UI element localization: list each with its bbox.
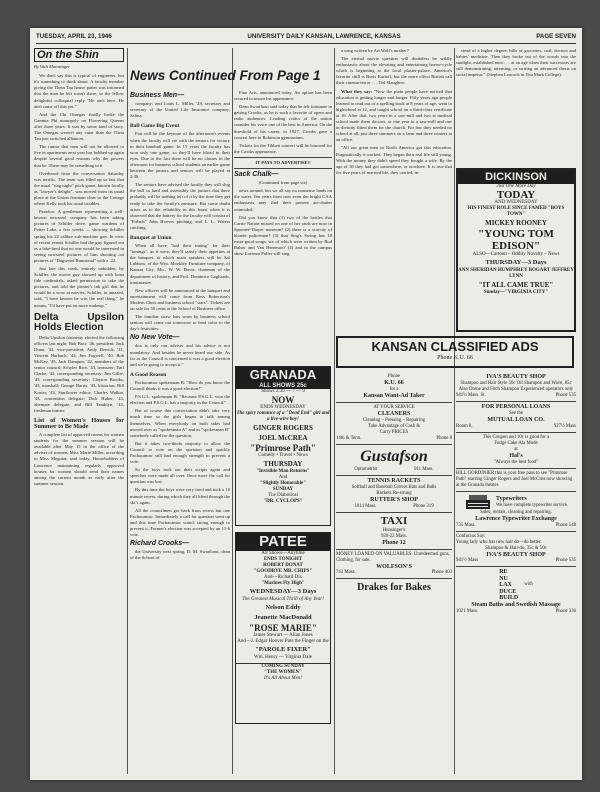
newspaper-page (30, 28, 582, 780)
ad-line: Softball and Baseball Gloves Bats and Balls (351, 485, 437, 490)
ad-line: MUTUAL LOAN CO. (487, 417, 545, 423)
ad-line: Cleaning – Pressing – Repairing (362, 418, 426, 423)
ad-line: CLEANERS (377, 411, 411, 417)
paragraph: Did you know that (1) two of the bottles that Carrie Nation missed on one of her raids are now in Spooner-Thayer museum? (2) there is a scarcity of blonde policemen? (3) that Sing's Swing has 10 extra-good songs, six of which were written by Bud Balser and Van Hereeson? (4) and in the campus show Lorenzo Fuller will sing (234, 214, 332, 257)
ad-taxi-title: TAXI (380, 515, 408, 527)
ad-line: for a (389, 387, 399, 392)
ad-steam-baths (456, 567, 576, 617)
paragraph: news around, but we all say no nonsense lands on the water. Ten years from now even the bright CAA enthusiasts may find their present air-chatter outmoded. (234, 188, 332, 212)
ad-gustafson (336, 445, 452, 476)
dickinson-film: "IT ALL CAME TRUE" (478, 281, 554, 289)
paragraph: The eternal movie question will doubtless be wildly enthusiastic about the elevating and entertaining horror-cycle which is beginning at the local plaster-palace. America's favorite chill is Boris Karloff, but the more effect British call their cinema-terror . . . Ted Slaughter. (336, 56, 452, 86)
patee-star: Jeanette MacDonald (254, 614, 312, 621)
dickinson-thurs: THURSDAY—3 Days (485, 259, 547, 266)
paragraph: Delta Upsilon fraternity elected the following officers last night: Bob Bacr, '46, president; Jack Dunn, '42, vice-president; Andy Derrick, '41, Vincent Harbach, '43, Jim Fogwell, '40, Bob McKay, '45, Jack Danquin, '42, members of the senior council; Schyler Rice, '43, treasurer; Earl Clarke, '42, corresponding secretary; Jim Gillie, '43, corresponding secretary; Clayton Brooks, '43, marshall; George Harris, '43, historian; Bill Koster, '43, Sunflower editor; Charles Walker, '43, convention delegate; Dick Huber, '43, alternate delegate, and Bill Tamblyn, '43, freshman trainer. (34, 334, 124, 413)
ad-line: Phone 8 (436, 436, 452, 441)
paragraph: But it takes two-thirds majority to allow the Council to vote on the question and quickly Pachacamac still had enough strength to prevent a vote. (130, 440, 230, 465)
dickinson-finest: HIS FINEST ROLE SINCE FAMED "BOYS TOWN" (467, 206, 565, 217)
granada-day: THURSDAY (263, 460, 303, 468)
ad-line: Young lady who has new hair do—do better. (456, 540, 542, 545)
ad-phone (336, 372, 452, 403)
ad-line: Phone 12 (382, 540, 406, 546)
ad-line: IVA'S BEAUTY SHOP (486, 552, 546, 558)
ad-gustafson-logo: Gustafson (360, 448, 428, 465)
paragraph: A complete list of approved rooms for women students for the summer session will be available after May 15 in the office of the adviser of women, Miss Marie Miller, according to Miss Meguiar, said today. Householders of Lawrence maintaining regularly approved houses for women should send their names among the current month as early after the summer session. (34, 432, 124, 486)
patee-cast: Wm. Henry — Virginia Dale (254, 655, 312, 660)
column-rule (334, 48, 335, 774)
paragraph: Paradox: A gentleman representing a well-known newsreel company has been taking pictures of Schiller drive, game wardens of Potter Lake, a few weeks — showing Schiller spring his 22 calibre sub-machine gun. In view of recent events Schiller had the guy figured out as a lake-bred that no one would be interested in seeing newsreel pictures of him shooting cut pictures of "Dagwood Bumstead" with a .22. (34, 209, 124, 263)
dickinson-film: "YOUNG TOM EDISON" (478, 228, 554, 252)
ad-line: See the (509, 411, 523, 416)
column-three (234, 90, 332, 360)
dickinson-cast: ANN SHERIDAN HUMPHREY BOGART JEFFREY LYNN (458, 268, 574, 279)
ad-line: Lawrence Typewriter Exchange (475, 516, 557, 522)
column-news-continued (130, 90, 230, 774)
ad-line: Phone 535 (555, 558, 576, 563)
granada-times: Shows 2:30 — 7 — 9 (261, 389, 305, 394)
ad-cleaners (336, 403, 452, 445)
ad-line: Kansan Want-Ad Taker (363, 393, 425, 399)
ad-line: Shampoo and Hair Style 50c Oil Shampoo and Wave, 85c Also Drene and Fitch Shampoo Experienced operators only (458, 381, 574, 392)
kicker: Banquet at Union (130, 234, 172, 241)
paragraph: Overheard from the conversation Saturday was terrific. The team was filled up so fast that the usual "stag night" pitch game, known locally as "lawyer's delight", was moved from its usual place at the Union fountain clear to the Cottage where Kelly took his usual troubles. (34, 170, 124, 207)
paragraph: a song written by Art Wolf's mother? (341, 48, 409, 53)
paragraph: New officers will be announced at the banquet and entertainment will come from Ross Robertson's Modern Choir and business school "stars". Tickets are on sale for 50 cents at the School of Business office. (130, 287, 230, 311)
ad-line: Typewriters (495, 495, 527, 502)
ad-line: 941½ Mass (456, 558, 479, 563)
ad-line: "Always the best food" (493, 460, 539, 465)
paragraph (336, 89, 452, 144)
ad-line: Phone 336 (555, 608, 576, 614)
paragraph: Pachacamac spokesman B: "How do you know the Council thinks it was a good election?" (130, 379, 230, 392)
classified-phone: Phone K.U. 66 (437, 355, 473, 361)
header-date: TUESDAY, APRIL 23, 1946 (36, 33, 112, 40)
patee-ends: ENDS TONIGHT (263, 557, 303, 562)
ad-line: 920-22 Mass. (380, 534, 408, 539)
paragraph: And the Chi Omegas finally broke the Gamma Phi monopoly on Flowering Queens after three years. It was by some kind of story. The Omegas weren't any cuter than the Theta Tau just switched alliances. (34, 111, 124, 142)
ad-line: at (514, 447, 518, 452)
ad-line: Carry PRICES (379, 430, 409, 435)
paragraph: The seniors have advised the faculty they will slug the ball so hard and ostensibly the juniors that there probably will be nothing left of it by the time they get ready to take the faculty's measure. But some doubt arises as to the reliability in this boast when it is observed that the battery for the faculty will consist of "Firbals" John Hoover pitching, and L. L. Waters catching. (130, 182, 230, 230)
granada-ad (235, 366, 331, 526)
column-rule (454, 48, 455, 774)
ad-line: Shampoo & Hair-do, 35c & 50c (485, 546, 547, 551)
ad-line: FOR PERSONAL LOANS (481, 404, 551, 410)
patee-ad (235, 532, 331, 724)
patee-star: ROBERT DONAT (263, 563, 303, 568)
column-rule (232, 48, 233, 774)
ad-line: Optometrist (354, 467, 378, 472)
granada-name: GRANADA (236, 367, 330, 383)
ad-taxi (336, 513, 452, 550)
ad-line: 735 Mass. (456, 523, 476, 528)
classified-column-right (456, 372, 576, 774)
patee-film: "Marines Fly High" (261, 581, 305, 586)
patee-parole: "PAROLE FIXER" (255, 646, 311, 653)
header-paper: UNIVERSITY DAILY KANSAN, LAWRENCE, KANSAS (247, 33, 401, 40)
dickinson-star: MICKEY ROONEY (485, 219, 547, 227)
byline: By Walt Mainzinger (34, 64, 70, 70)
continued-note: (Continued from page six) (258, 180, 308, 186)
headline: List of Women's Houses for Summer to Be Made (34, 416, 124, 430)
ad-line: 1021 Mass. (456, 608, 479, 614)
dickinson-ad (456, 168, 576, 332)
ad-line: 1014 Mass. (354, 504, 377, 509)
kicker: What they say: (341, 88, 374, 94)
ad-line: Fudge Cake Ala Mode (494, 441, 538, 446)
ad-typewriters (456, 492, 576, 532)
patee-cast: James Stewart — Allan Jones (253, 633, 313, 638)
granada-shows: ALL SHOWS 25c (236, 383, 330, 389)
ad-line: 14th & Tenn. (336, 436, 362, 441)
dickinson-sunday: Sunday—"VIRGINIA CITY" (483, 290, 549, 295)
granada-ends: ENDS WEDNESDAY (260, 405, 306, 410)
column-rule (127, 48, 128, 774)
ad-line: Steam Baths and Swedish Massage (471, 601, 561, 608)
granada-sunday: SUNDAY (272, 487, 294, 492)
ad-line: 927½ Mass (553, 424, 576, 429)
subhead: No New Vote— (130, 334, 180, 342)
paragraph: By this time the boys were very tired and took a 10 minute recess, during which they all lifted through the ski’s again. (130, 487, 230, 505)
patee-film: "GOODBYE MR. CHIPS" (253, 569, 313, 574)
ad-line: Phone 548 (555, 523, 576, 528)
column-title: On the Shin (34, 48, 124, 62)
ad-line: Hunsinger's (382, 528, 406, 533)
paragraph: the University next spring, D. M. Swarthout, dean of the School of (130, 549, 230, 561)
column-four (336, 48, 452, 332)
column-on-the-shin (34, 48, 124, 774)
ad-line: Phone (388, 374, 400, 379)
kicker: A Good Reason (130, 371, 167, 378)
dickinson-name: DICKINSON (458, 170, 574, 184)
patee-rose: "ROSE MARIE" (249, 623, 317, 633)
ad-line: Rackets Re-strung (376, 491, 412, 496)
granada-feature: "Invisible Man Returns" (256, 469, 310, 474)
ad-line: TENNIS RACKETS (367, 478, 421, 484)
dickinson-also: ALSO—Cartoon – Oddity Novelty – News (472, 252, 560, 257)
paragraph: Fun will be the keynote of the afternoon's events when the faculty will vie with the seniors for victory in their baseball game. In 15 years the faculty has won only one game, so they'll have blood in their eyes. Due to the fact there will be no classes in the afternoon for business school students an earlier game between the juniors and seniors will be played at 2:30. (130, 131, 230, 180)
kicker: Ball Game Big Event (130, 123, 180, 130)
granada-title: "Primrose Path" (250, 443, 316, 453)
ad-line: Sales, rentals, cleaning and repairing. (480, 510, 552, 515)
paragraph: The familiar straw hats worn by business school seniors will come out tomorrow to lend color to the day's festivities. (130, 314, 230, 332)
ad-line: 941½ Mass. St. (456, 393, 486, 398)
ad-line: LAX (499, 582, 512, 588)
granada-feature: "Slightly Honorable" (260, 481, 306, 486)
ad-line: WOLFSON'S (376, 564, 412, 570)
ad-drakes-title: Drakes for Bakes (357, 582, 431, 593)
subhead: Sack Chalk— (234, 171, 279, 179)
paragraph: "All our great men in North America got this education. Pragmatically it worked. They began their real life still young. With the money they didn't spend they bought a wife. By the age of 30 they had got somewhere, or nowhere. It is true that for five years of married life, they carried, in- (336, 145, 452, 175)
ad-line: NU (499, 575, 508, 582)
ad-line: RUTTER'S SHOP (370, 497, 418, 503)
patee-cast: And—J. Edgar Hoover Puts the Finger on the (237, 639, 329, 644)
paragraph: stead of a higher degree, bills of groceries, coal, doctors and babies' medicine. Then they broke out of the woods into the sunlight, established men . . . at an age when their successors are still demonstrating, interning, or writing an advanced thesis on social impetus." (Stephen Leacock in You Mark College). (456, 48, 576, 78)
patee-soon: COMING SUNDAY (236, 663, 330, 670)
ad-line: 911 Mass. (414, 467, 434, 472)
page-header (36, 33, 576, 44)
ad-line: DUCE (499, 588, 517, 595)
filler-line: IT PAYS TO ADVERTISE!! (234, 157, 332, 169)
ad-iva (456, 372, 576, 402)
ad-line: Confucius Say: (456, 534, 486, 539)
granada-extras: Comedy • Travel • News (258, 453, 308, 458)
subhead: Richard Crooks— (130, 540, 190, 548)
ad-confucius (456, 532, 576, 567)
ad-line: RE (499, 569, 508, 575)
ad-line: Phone 535 (555, 393, 576, 398)
ad-line: AT YOUR SERVICE (373, 405, 415, 410)
granada-tagline: The spicy romance of a "Dead End" girl and a live-wire boy! (236, 411, 330, 422)
classified-column-left (336, 372, 452, 774)
ad-line: K.U. 66 (384, 380, 404, 386)
ad-wolfsons (336, 550, 452, 579)
paragraph: Fine Arts, announced today. An option has been secured to insure his appearance. (234, 90, 332, 102)
patee-about: It's All About Men! (264, 676, 302, 681)
paragraph: Dean Swarthout said today that he felt fortunate in getting Crooks, as he is such a favorite of opera and radio audiences. Leading critics of the nation consider his voice one of the best in America. On the threshold of his career, in 1927, Crooks gave a concert here to Robinson gymnasium. (234, 104, 332, 140)
granada-now: NOW (271, 395, 295, 405)
ad-line: We have complete typewriter service. (495, 502, 569, 508)
ad-hals (456, 433, 576, 469)
dickinson-wed: AND WEDNESDAY (494, 200, 538, 205)
dickinson-today: TODAY (496, 189, 536, 201)
paragraph: company; and Louis L. Miller, '28, secretary and secretary of the United Life Insurance company, Salina. (130, 101, 230, 119)
paragraph: So the boys took out their scripts again and speeches were made all over. Once more the call for question was lost. (130, 467, 230, 485)
ad-line: Room 8, (456, 424, 473, 429)
classified-header (336, 336, 574, 368)
patee-tag: The Greatest Musical Thrill of Any Year! (242, 597, 324, 602)
patee-name: PATEE (236, 533, 330, 551)
ad-line: Phone 403 (431, 570, 452, 575)
headline: Delta Upsilon Holds Election (34, 311, 124, 333)
classified-title: KANSAN CLASSIFIED ADS (371, 339, 539, 354)
ad-rutter (336, 476, 452, 513)
patee-wed: WEDNESDAY—3 Days (249, 588, 317, 595)
ad-mutual (456, 402, 576, 433)
ad-drakes (336, 579, 452, 597)
subhead: Business Men— (130, 92, 185, 99)
paragraph-text: "Now the plain people have noticed that education is getting longer and longer. Fifty years ago people learned to read out of a spelling book at 8 years of age, went to highschool at 12, and taught school on a third-class certificate at 16. After that, two years in a saw-mill and two at medical school made them doctors, or one year in a saw-mill and one in divinity fitted them for the church. For law they needed no school at all, just three summers on a farm and three winters at an office. (336, 88, 452, 143)
ad-free-pass (456, 469, 576, 492)
paragraph: P.S.G.L. spokesman B: "Because P.S.G.L. won the election and P.S.G.L. has a majority in the Council." (130, 394, 230, 406)
paragraph: The rumor that men will not be allowed to live in apartments next year has bobbed up again despite several good reasons why the powers that be. There may be something to it. (34, 144, 124, 168)
patee-and: And—Richard Dix (263, 575, 303, 580)
paragraph: But of course this conversation didn't take very much time so the girls began to talk among themselves. When everybody on both sides had moved over as "spokesman A" and as "spokesman B" somebody called for the question. (130, 408, 230, 438)
ad-line: Phone 319 (413, 504, 434, 509)
section-banner: News Continued From Page 1 (130, 68, 321, 83)
header-page: PAGE SEVEN (536, 33, 576, 40)
patee-sub: All Shows—Anytime (261, 551, 305, 556)
granada-star: JOEL McCREA (258, 434, 308, 442)
ad-line: BILL GORDINIER this is your free pass to see "Primrose Path" starring Ginger Rogers and Joel McCrea now showing at the Granada theater. (456, 471, 573, 488)
granada-sub: The Diabolical (268, 493, 298, 498)
paragraph: All the councilmen got back from recess but one Pachacamac. Immediately a call for question went up and this time Pachacamac wasn't strong enough to prevent it. Former's election was accepted by an 11-6 vote. (130, 507, 230, 538)
dickinson-sub: Just One More Day (496, 184, 536, 189)
paragraph: Tickets for the Tibbett concert will be honored for the Crooks appearance. (234, 142, 332, 154)
paragraph: We don't say this is typical of engineers, but it's something to think about. A faculty member giving the Theta Tau house patter was informed that the man he left wasn't there, so the fellow delightful colloquial reply "He ain't here. He ain't came off this yet." (34, 73, 124, 109)
patee-star: Nelson Eddy (265, 604, 301, 611)
ad-line: with (524, 582, 533, 588)
paragraph: Just late this week, entirely unbidden, by Schiller, the movie guy showed up with bona fide credentials, asked permission to take the pictures, and told the printer's ink girl that he would be a wow at movies. Schiller, in amazed, said, "I have known he was the real thing," he moans, "I'd have put on more makeup." (34, 266, 124, 308)
ad-line: BUILD (499, 595, 519, 601)
ad-line: Take Advantage of Cash & (368, 424, 420, 429)
ad-line: Hal's (509, 453, 523, 459)
granada-star: GINGER ROGERS (253, 424, 313, 432)
granada-sunday-film: "DR. CYCLOPS" (263, 499, 303, 504)
typewriter-icon (464, 494, 492, 510)
ad-line: 743 Mass. (336, 570, 356, 575)
paragraph: dox is only our adviser and his advice is not mandatory. And besides he never heard our side. As far as the Council is concerned it was a good election and we're going to accept it." (130, 343, 230, 367)
ad-line: This Coupon and 10c is good for a (482, 435, 550, 440)
ad-line: IVA'S BEAUTY SHOP (486, 374, 546, 380)
ad-line: MONEY LOANED ON VALUABLES. Unredeemed guns, Clothing, for sale. (336, 552, 450, 563)
granada-and: And (278, 475, 288, 480)
paragraph: When all have "had their inning" for their "innings", as it were, they'll satisfy their appetites at the banquet, at which main speakers will be Sal Lubbow, of the Wm. Mookley Furniture company, of Kansas City, Mo., W. W. Davis, chairman of the department of history, and Prof. Dominico Gagliardo, toastmaster. (130, 243, 230, 285)
patee-women: "THE WOMEN" (264, 670, 302, 675)
